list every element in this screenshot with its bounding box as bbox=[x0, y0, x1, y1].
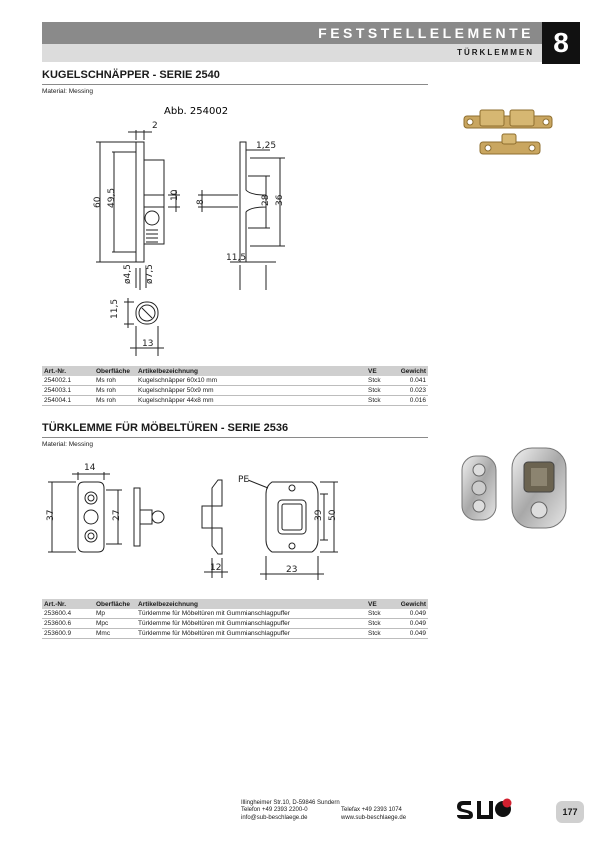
footer-contact bbox=[241, 800, 406, 822]
section2-material: Material: Messing bbox=[42, 441, 93, 448]
svg-text:37: 37 bbox=[46, 509, 56, 521]
door-clamp-drawing bbox=[42, 458, 342, 584]
footer-web[interactable]: www.sub-beschlaege.de bbox=[341, 814, 407, 821]
footer-phone: Telefon +49 2393 2200-0 bbox=[241, 807, 308, 814]
table-row: 253600.6 Mpc Türklemme für Möbeltüren mit Gummianschlagpuffer Stck 0.049 bbox=[44, 620, 426, 627]
svg-text:60: 60 bbox=[93, 196, 103, 208]
svg-text:2: 2 bbox=[152, 121, 158, 131]
door-clamp-photo bbox=[460, 446, 570, 535]
header-subbar bbox=[42, 44, 542, 62]
svg-text:14: 14 bbox=[84, 463, 96, 473]
figure-label: Abb. 254002 bbox=[164, 106, 229, 117]
table-row: 253600.4 Mp Türklemme für Möbeltüren mit Gummianschlagpuffer Stck 0.049 bbox=[44, 610, 426, 617]
svg-text:1,25: 1,25 bbox=[256, 141, 277, 151]
footer-address: Illingheimer Str.10, D-59846 Sundern bbox=[241, 800, 340, 806]
svg-text:8: 8 bbox=[196, 199, 206, 205]
svg-text:28: 28 bbox=[261, 194, 271, 206]
section1-table: Art.-Nr. Oberfläche Artikelbezeichnung VE Gewicht 254002.1 Ms roh Kugelschnäpper 60x10 mm Stck 0.041 254003.1 Ms roh Kugelschnäpper 50x9 mm Stck 0.023 254004.1 Ms roh Kugelschnäpper 44x8 mm Stck 0.016 bbox=[44, 367, 426, 404]
footer-email[interactable]: info@sub-beschlaege.de bbox=[241, 814, 308, 821]
footer-fax: Telefax +49 2393 1074 bbox=[341, 807, 402, 814]
svg-text:49,5: 49,5 bbox=[107, 187, 117, 208]
svg-text:36: 36 bbox=[275, 194, 285, 206]
sub-logo bbox=[455, 797, 515, 828]
svg-text:10: 10 bbox=[170, 189, 180, 201]
table-row: 254003.1 Ms roh Kugelschnäpper 50x9 mm Stck 0.023 bbox=[44, 387, 426, 394]
svg-text:11,5: 11,5 bbox=[110, 298, 120, 319]
header-title: FESTSTELLELEMENTE bbox=[318, 25, 534, 41]
section1-divider bbox=[42, 84, 428, 85]
svg-text:ø4,5: ø4,5 bbox=[123, 264, 133, 284]
svg-text:11,5: 11,5 bbox=[226, 253, 247, 263]
section1-material: Material: Messing bbox=[42, 88, 93, 95]
section1-title: KUGELSCHNÄPPER - SERIE 2540 bbox=[42, 69, 220, 81]
table-row: 254004.1 Ms roh Kugelschnäpper 44x8 mm Stck 0.016 bbox=[44, 397, 426, 404]
section2-divider bbox=[42, 437, 428, 438]
page-number: 177 bbox=[556, 801, 584, 823]
header-bar bbox=[42, 22, 542, 44]
table-row: 253600.9 Mmc Türklemme für Möbeltüren mit Gummianschlagpuffer Stck 0.049 bbox=[44, 630, 426, 637]
svg-text:39: 39 bbox=[314, 509, 324, 521]
table-row: 254002.1 Ms roh Kugelschnäpper 60x10 mm Stck 0.041 bbox=[44, 377, 426, 384]
svg-text:13: 13 bbox=[142, 339, 154, 349]
svg-text:ø7,5: ø7,5 bbox=[145, 264, 155, 284]
svg-text:12: 12 bbox=[210, 563, 222, 573]
svg-text:PE: PE bbox=[238, 475, 250, 485]
ball-catch-photo bbox=[462, 108, 554, 167]
svg-text:50: 50 bbox=[328, 509, 338, 521]
section2-table: Art.-Nr. Oberfläche Artikelbezeichnung VE Gewicht 253600.4 Mp Türklemme für Möbeltüren mit Gummianschlagpuffer Stck 0.049 253600.6 Mpc Türklemme für Möbeltüren mit Gummianschlagpuffer Stck 0.049 253600.9 Mmc Türklemme für Möbeltüren mit Gummianschlagpuffer Stck 0.049 bbox=[44, 600, 426, 637]
section2-title: TÜRKLEMME FÜR MÖBELTÜREN - SERIE 2536 bbox=[42, 422, 289, 434]
chapter-number: 8 bbox=[542, 22, 580, 64]
svg-text:27: 27 bbox=[112, 509, 122, 521]
header-subtitle: TÜRKLEMMEN bbox=[457, 48, 534, 57]
svg-text:23: 23 bbox=[286, 565, 298, 575]
ball-catch-drawing bbox=[80, 100, 300, 358]
